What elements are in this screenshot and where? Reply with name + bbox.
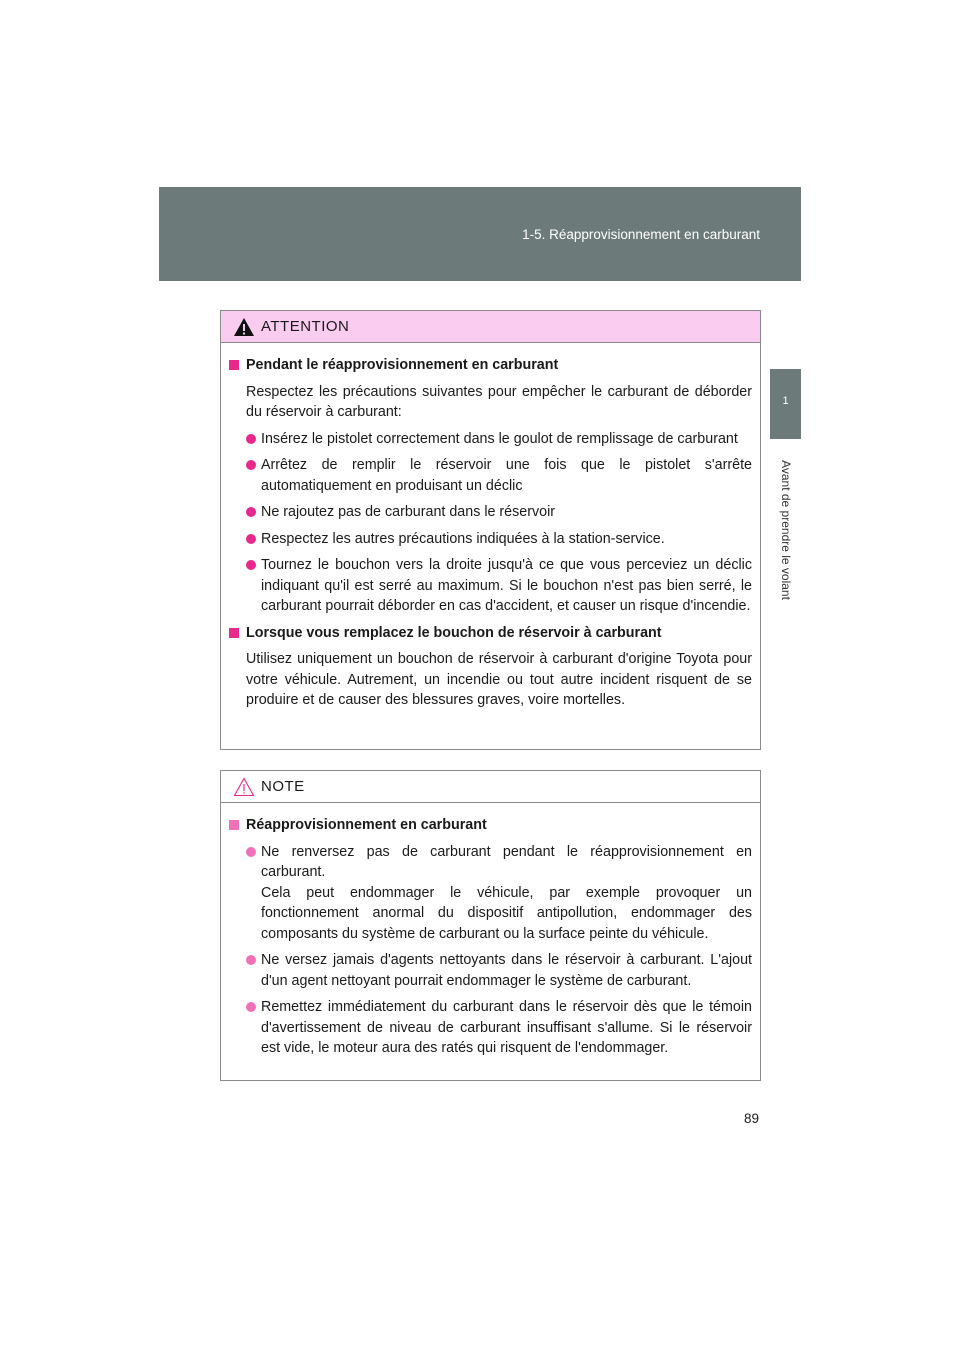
square-bullet-icon xyxy=(229,360,239,370)
chapter-number: 1 xyxy=(782,395,789,407)
round-bullet-icon xyxy=(246,847,256,857)
note-body xyxy=(221,803,760,1075)
attention-cap-text: Utilisez uniquement un bouchon de réservoir à carburant d'origine Toyota pour votre véhicule. Autrement, un incendie ou tout autre incident risquent de se produire et de causer des blessures graves, voire mortelles. xyxy=(246,651,752,708)
note-box xyxy=(220,770,761,1081)
page-number: 89 xyxy=(744,1111,760,1126)
round-bullet-icon xyxy=(246,534,256,544)
list-item: Insérez le pistolet correctement dans le goulot de remplissage de carburant xyxy=(229,429,752,450)
square-bullet-icon xyxy=(229,628,239,638)
chapter-tab[interactable] xyxy=(770,369,801,439)
list-item: Ne renversez pas de carburant pendant le réapprovisionnement en carburant. Cela peut endommager le véhicule, par exemple provoquer un fonctionnement anormal du dispositif antipollution, endommager des composants du système de carburant ou la surface peinte du véhicule. xyxy=(229,842,752,945)
attention-heading-cap: Lorsque vous remplacez le bouchon de réservoir à carburant xyxy=(229,623,752,644)
attention-intro: Respectez les précautions suivantes pour empêcher le carburant de déborder du réservoir à carburant: xyxy=(246,383,752,420)
round-bullet-icon xyxy=(246,955,256,965)
note-header xyxy=(221,771,760,803)
warning-triangle-outline-icon xyxy=(233,777,255,797)
round-bullet-icon xyxy=(246,434,256,444)
list-item: Ne versez jamais d'agents nettoyants dans le réservoir à carburant. L'ajout d'un agent nettoyant pourrait endommager le système de carburant. xyxy=(229,950,752,991)
warning-triangle-filled-icon xyxy=(233,317,255,337)
note-title: NOTE xyxy=(261,778,305,795)
round-bullet-icon xyxy=(246,507,256,517)
attention-header xyxy=(221,311,760,343)
attention-title: ATTENTION xyxy=(261,318,350,335)
section-title: 1-5. Réapprovisionnement en carburant xyxy=(522,227,760,242)
attention-box xyxy=(220,310,761,750)
section-header-band xyxy=(159,187,801,281)
list-item: Remettez immédiatement du carburant dans le réservoir dès que le témoin d'avertissement de niveau de carburant insuffisant s'allume. Si le réservoir est vide, le moteur aura des ratés qui risquent de l'endommager. xyxy=(229,997,752,1059)
list-item: Tournez le bouchon vers la droite jusqu'à ce que vous perceviez un déclic indiquant qu'il est serré au maximum. Si le bouchon n'est pas bien serré, le carburant pourrait déborder en cas d'accident, et causer un risque d'incendie. xyxy=(229,555,752,617)
square-bullet-icon xyxy=(229,820,239,830)
round-bullet-icon xyxy=(246,1002,256,1012)
chapter-label: Avant de prendre le volant xyxy=(779,460,793,600)
attention-body xyxy=(221,343,760,727)
list-item: Respectez les autres précautions indiquées à la station-service. xyxy=(229,529,752,550)
round-bullet-icon xyxy=(246,460,256,470)
attention-heading-refuel: Pendant le réapprovisionnement en carburant xyxy=(229,355,752,376)
note-heading: Réapprovisionnement en carburant xyxy=(229,815,752,836)
list-item: Arrêtez de remplir le réservoir une fois que le pistolet s'arrête automatiquement en produisant un déclic xyxy=(229,455,752,496)
list-item: Ne rajoutez pas de carburant dans le réservoir xyxy=(229,502,752,523)
round-bullet-icon xyxy=(246,560,256,570)
